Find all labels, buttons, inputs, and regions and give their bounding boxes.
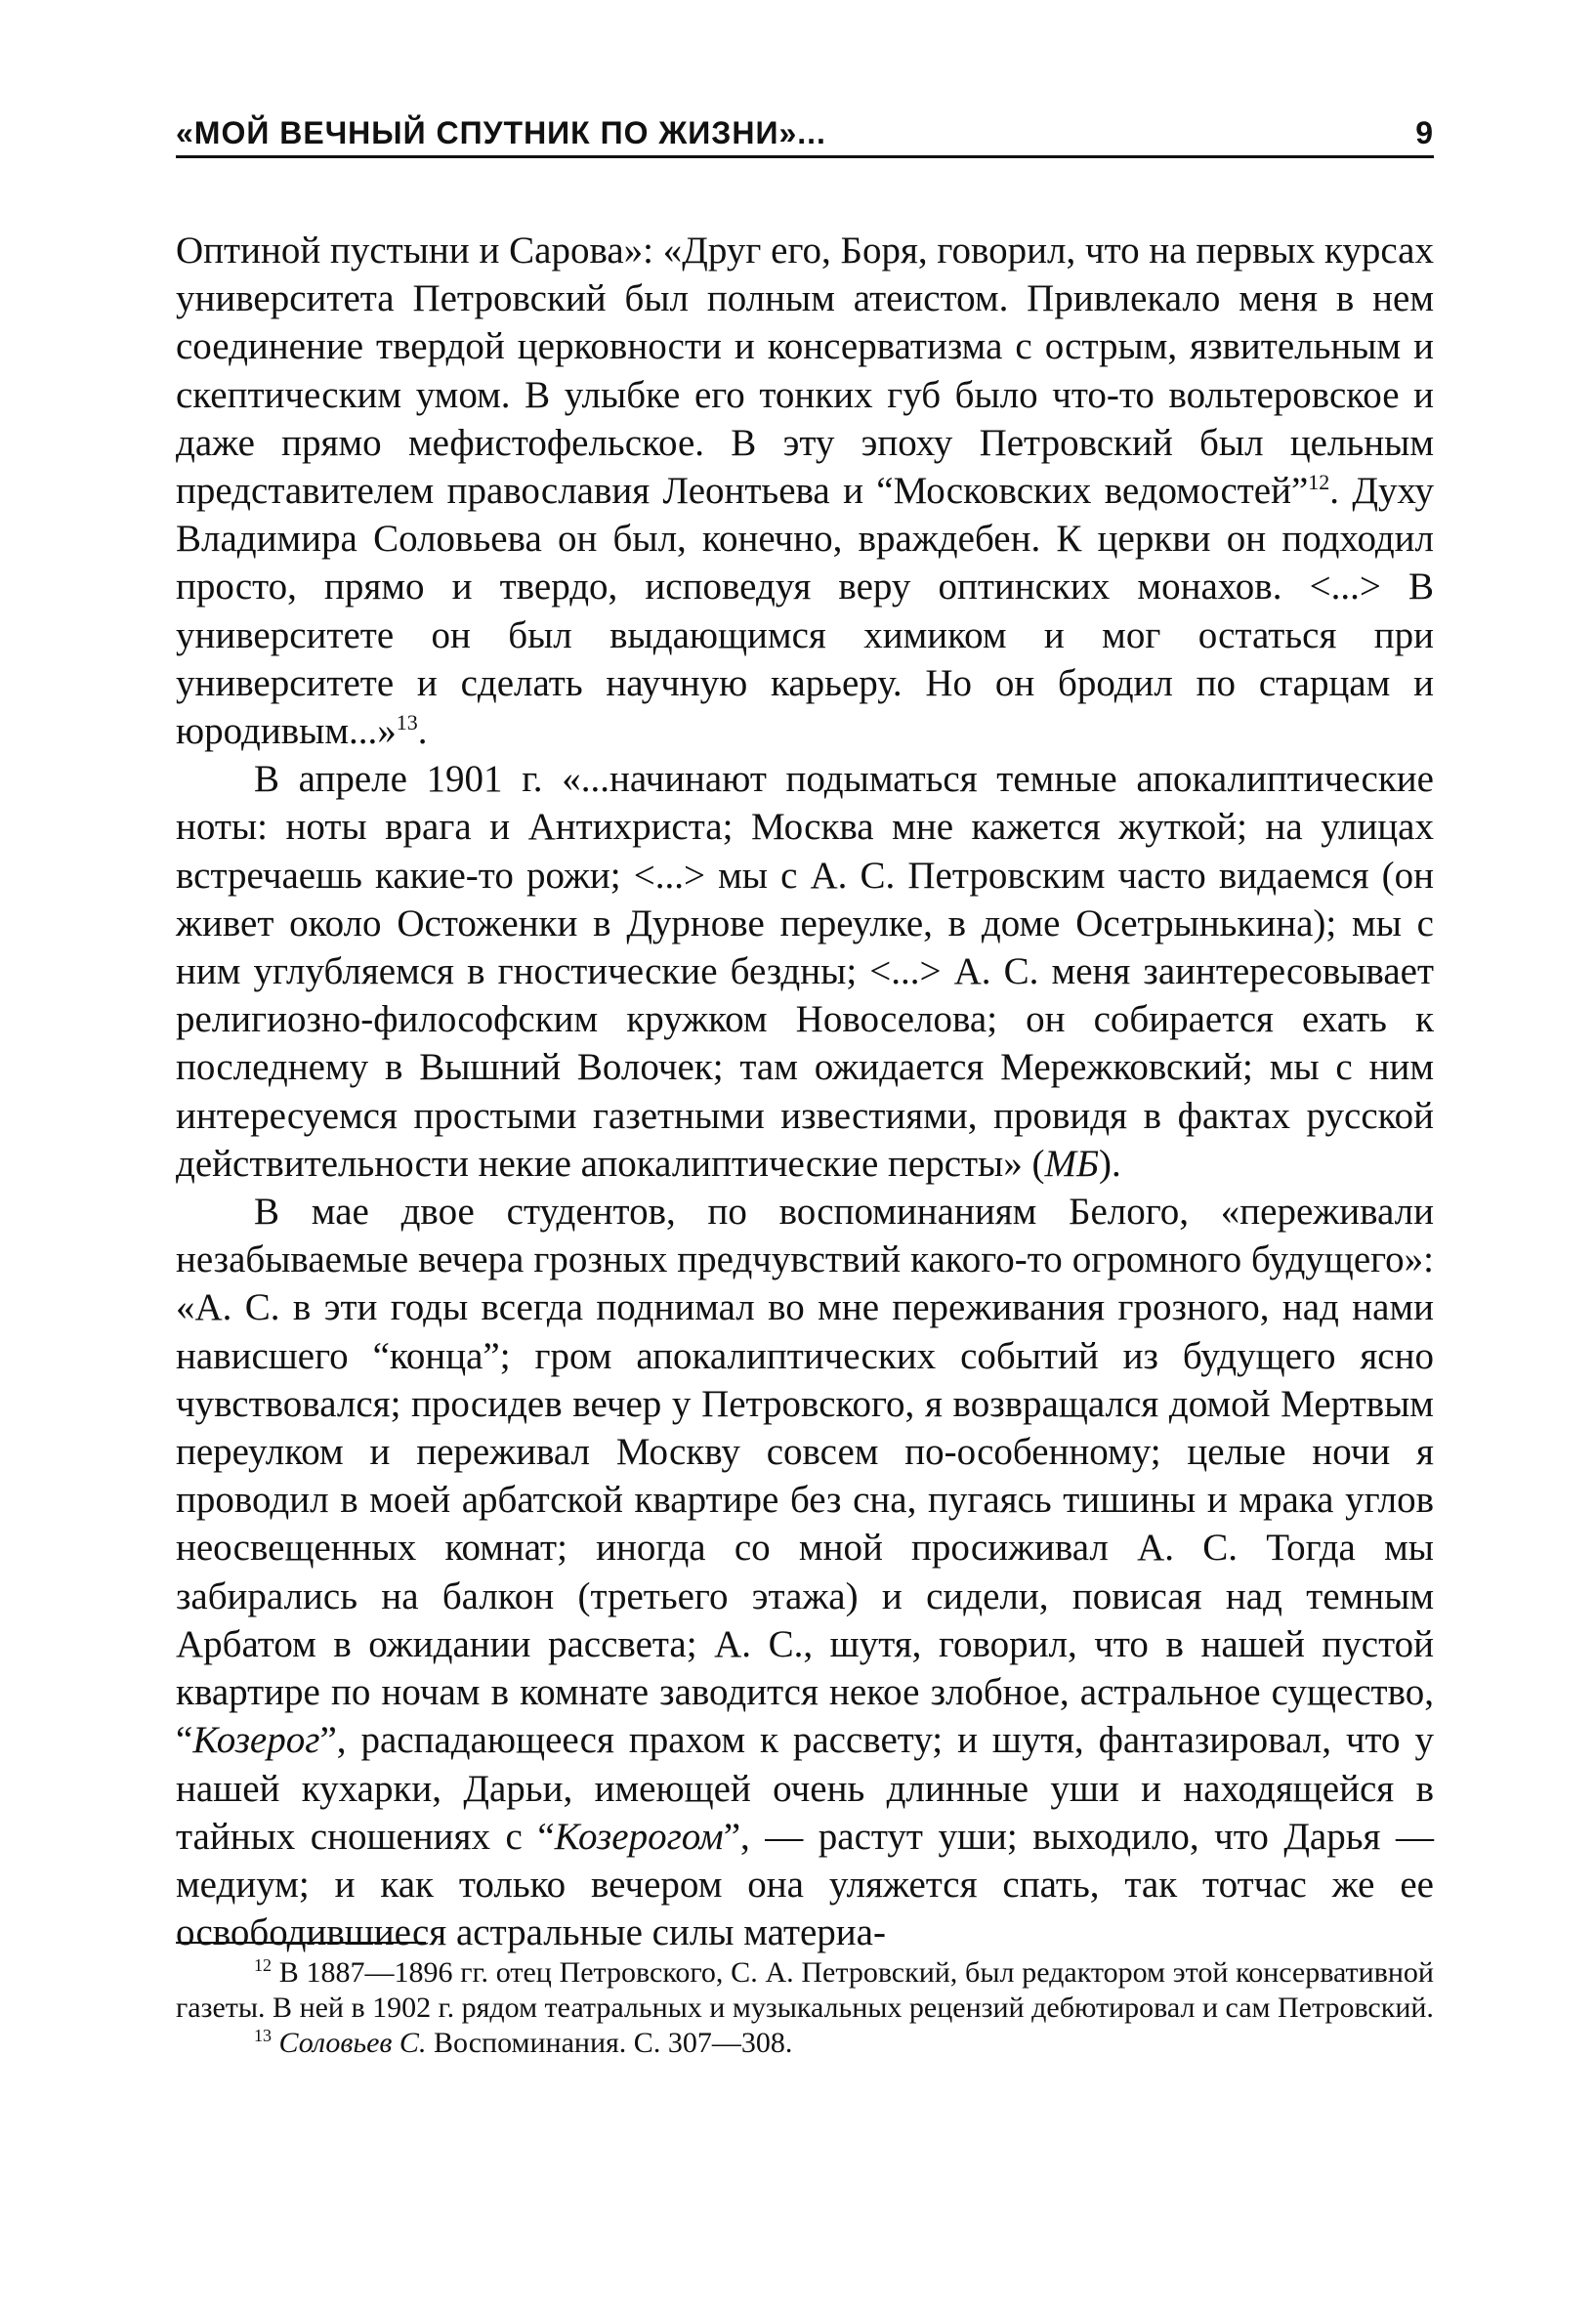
footnote-13-text: Воспоминания. С. 307—308.	[426, 2027, 793, 2059]
paragraph-3-text-b: ”, распадающееся прахом к рассвету; и шутя, фантазировал, что у нашей кухарки, Дарьи, имеющей очень длинные уши и находящейся в тайных сношениях с “	[176, 1719, 1434, 1858]
footnote-ref-12[interactable]: 12	[1308, 470, 1330, 495]
kozerog-term: Козерог	[192, 1719, 320, 1762]
page-number: 9	[1415, 115, 1434, 150]
paragraph-2	[176, 755, 1434, 1188]
paragraph-1-text: Оптиной пустыни и Сарова»: «Друг его, Боря, говорил, что на первых курсах университета Петровский был полным атеистом. Привлекало меня в нем соединение твердой церковности и консерватизма с острым, язвительным и скептическим умом. В улыбке его тонких губ было что-то вольтеровское и даже прямо мефистофельское. В эту эпоху Петровский был цельным представителем православия Леонтьева и “Московских ведомостей”	[176, 230, 1434, 513]
footnote-13	[176, 2026, 1434, 2061]
kozerog-term-2: Козерогом	[554, 1815, 724, 1858]
paragraph-1-text-c: .	[417, 710, 428, 753]
paragraph-2-text: В апреле 1901 г. «...начинают подыматься темные апокалиптические ноты: ноты врага и Антихриста; Москва мне кажется жуткой; на улицах встречаешь какие-то рожи; <...> мы с А. С. Петровским часто видаемся (он живет около Остоженки в Дурнове переулке, в доме Осетрынькина); мы с ним углубляемся в гностические бездны; <...> А. С. меня заинтересовывает религиозно-философским кружком Новоселова; он собирается ехать к последнему в Вышний Волочек; там ожидается Мережковский; мы с ним интересуемся простыми газетными известиями, провидя в фактах русской действительности некие апокалиптические персты» (	[176, 758, 1434, 1185]
main-text	[176, 227, 1434, 1956]
footnote-ref-13[interactable]: 13	[396, 710, 418, 735]
running-header	[176, 115, 1434, 158]
footnote-12-text: В 1887—1896 гг. отец Петровского, С. А. Петровский, был редактором этой консервативной газеты. В ней в 1902 г. рядом театральных и музыкальных рецензий дебютировал и сам Петровский.	[176, 1956, 1434, 2024]
footnote-12	[176, 1955, 1434, 2026]
paragraph-3-text: В мае двое студентов, по воспоминаниям Белого, «переживали незабываемые вечера грозных предчувствий какого-то огромного будущего»: «А. С. в эти годы всегда поднимал во мне переживания грозного, над нами нависшего “конца”; гром апокалиптических событий из будущего ясно чувствовался; просидев вечер у Петровского, я возвращался домой Мертвым переулком и переживал Москву совсем по-особенному; целые ночи я проводил в моей арбатской квартире без сна, пугаясь тишины и мрака углов неосвещенных комнат; иногда со мной просиживал А. С. Тогда мы забирались на балкон (третьего этажа) и сидели, повисая над темным Арбатом в ожидании рассвета; А. С., шутя, говорил, что в нашей пустой квартире по ночам в комнате заводится некое злобное, астральное существо, “	[176, 1191, 1434, 1762]
footnotes	[176, 1955, 1434, 2061]
source-abbreviation: МБ	[1044, 1142, 1099, 1185]
paragraph-3	[176, 1188, 1434, 1956]
footnote-13-author: Соловьев С.	[278, 2027, 427, 2059]
paragraph-1	[176, 227, 1434, 755]
footnote-12-number: 12	[254, 1955, 272, 1975]
footnote-divider	[176, 1942, 426, 1944]
footnote-13-number: 13	[254, 2026, 272, 2045]
paragraph-3-text-c: ”, — растут уши; выходило, что Дарья — медиум; и как только вечером она уляжется спать, так тотчас же ее освободившиеся астральные силы материа-	[176, 1815, 1434, 1954]
running-title: «МОЙ ВЕЧНЫЙ СПУТНИК ПО ЖИЗНИ»...	[176, 115, 826, 150]
paragraph-2-text-b: ).	[1099, 1142, 1121, 1185]
paragraph-1-text-b: . Духу Владимира Соловьева он был, конечно, враждебен. К церкви он подходил просто, прямо и твердо, исповедуя веру оптинских монахов. <...> В университете он был выдающимся химиком и мог остаться при университете и сделать научную карьеру. Но он бродил по старцам и юродивым...»	[176, 470, 1435, 753]
